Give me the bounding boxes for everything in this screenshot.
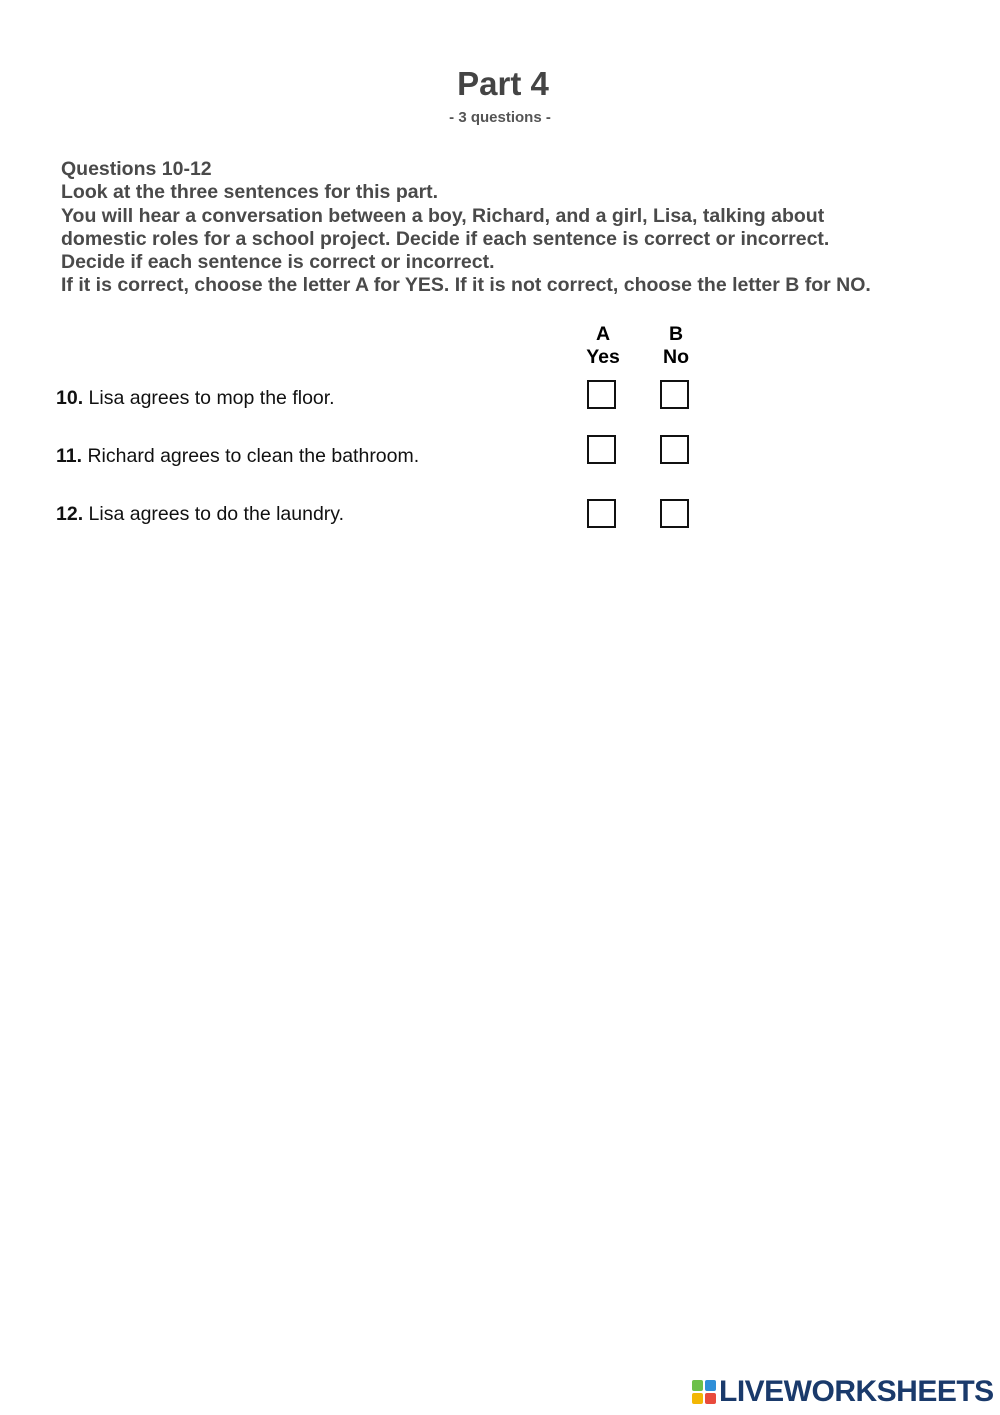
liveworksheets-logo [692, 1376, 994, 1408]
question-text: Richard agrees to clean the bathroom. [87, 445, 420, 467]
question-11-no-checkbox[interactable] [660, 435, 689, 464]
question-text: Lisa agrees to mop the floor. [88, 387, 335, 409]
question-number: 11. [56, 445, 83, 467]
question-12-yes-checkbox[interactable] [587, 499, 616, 528]
logo-mark-square [692, 1393, 703, 1404]
question-12 [56, 502, 344, 526]
logo-mark-icon [692, 1380, 716, 1404]
logo-mark-square [705, 1393, 716, 1404]
logo-mark-square [692, 1380, 703, 1391]
question-11-yes-checkbox[interactable] [587, 435, 616, 464]
logo-text: LIVEWORKSHEETS [719, 1375, 994, 1408]
instructions-line: If it is correct, choose the letter A for YES. If it is not correct, choose the letter B for NO. [61, 274, 871, 297]
column-header-a [573, 323, 633, 369]
column-header-b [646, 323, 706, 369]
question-number: 12. [56, 503, 84, 525]
question-11 [56, 444, 419, 468]
logo-mark-square [705, 1380, 716, 1391]
question-10 [56, 386, 335, 410]
question-10-yes-checkbox[interactable] [587, 380, 616, 409]
instructions-line: Decide if each sentence is correct or incorrect. [61, 251, 495, 274]
question-12-no-checkbox[interactable] [660, 499, 689, 528]
instructions-heading: Questions 10-12 [61, 158, 212, 180]
column-b-label: No [663, 346, 689, 368]
page-subtitle: - 3 questions - [449, 109, 551, 126]
instructions-line: You will hear a conversation between a boy, Richard, and a girl, Lisa, talking about [61, 204, 825, 227]
question-text: Lisa agrees to do the laundry. [88, 503, 345, 525]
instructions-line: domestic roles for a school project. Decide if each sentence is correct or incorrect. [61, 227, 830, 250]
column-a-label: Yes [586, 346, 620, 368]
column-b-letter: B [668, 323, 684, 345]
column-a-letter: A [595, 323, 611, 345]
question-10-no-checkbox[interactable] [660, 380, 689, 409]
page-title: Part 4 [457, 65, 549, 102]
instructions-block [61, 158, 961, 298]
question-number: 10. [56, 387, 84, 409]
instructions-line: Look at the three sentences for this part. [61, 181, 439, 204]
